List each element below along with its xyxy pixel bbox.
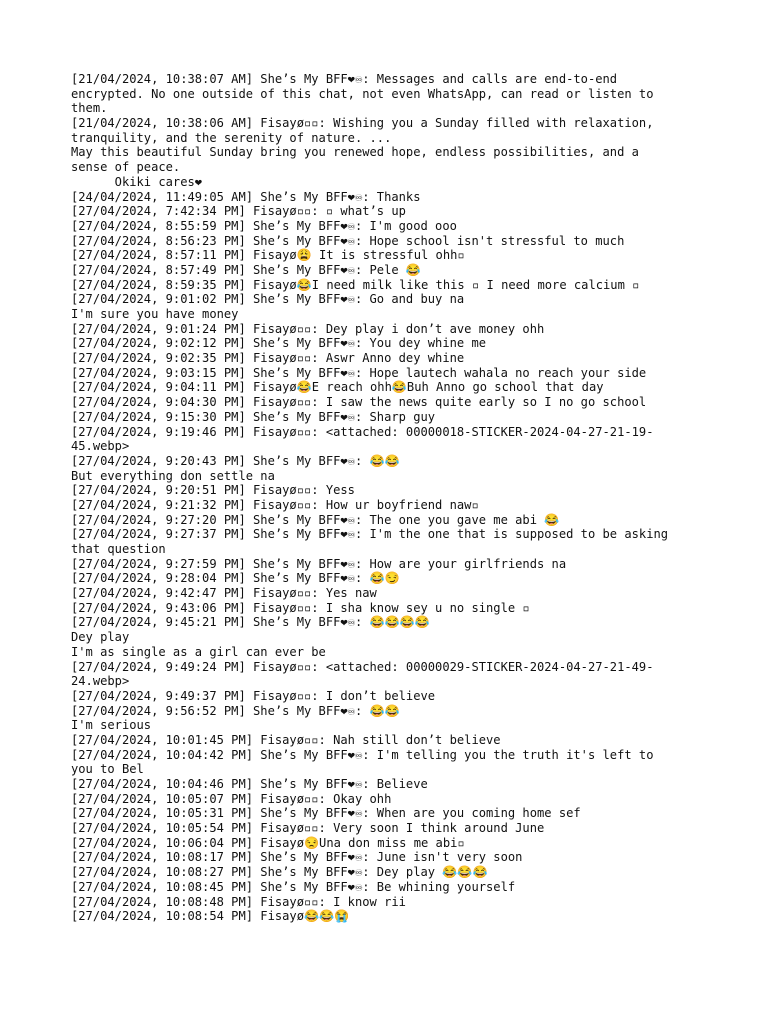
transcript-line: [27/04/2024, 9:43:06 PM] Fisayø▫▫: I sha know sey u no single ▫ <box>71 600 530 615</box>
transcript-line: [27/04/2024, 8:56:23 PM] She’s My BFF❤♾: Hope school isn't stressful to much <box>71 233 625 248</box>
transcript-line: [27/04/2024, 10:05:31 PM] She’s My BFF❤♾: When are you coming home sef <box>71 806 581 821</box>
transcript-line: [27/04/2024, 9:27:20 PM] She’s My BFF❤♾: The one you gave me abi 😂 <box>71 512 560 527</box>
chat-transcript <box>71 72 701 924</box>
transcript-line: [27/04/2024, 9:15:30 PM] She’s My BFF❤♾: Sharp guy <box>71 409 436 424</box>
transcript-line: [27/04/2024, 9:04:30 PM] Fisayø▫▫: I saw the news quite early so I no go school <box>71 395 647 410</box>
transcript-line: encrypted. No one outside of this chat, not even WhatsApp, can read or listen to <box>71 86 654 101</box>
transcript-line: [27/04/2024, 9:01:02 PM] She’s My BFF❤♾: Go and buy na <box>71 292 465 307</box>
transcript-line: [27/04/2024, 10:01:45 PM] Fisayø▫▫: Nah still don’t believe <box>71 732 501 747</box>
transcript-line: [27/04/2024, 8:57:49 PM] She’s My BFF❤♾: Pele 😂 <box>71 262 421 277</box>
transcript-line: sense of peace. <box>71 160 181 175</box>
transcript-line: [27/04/2024, 10:08:27 PM] She’s My BFF❤♾: Dey play 😂😂😂 <box>71 865 488 880</box>
transcript-line: [27/04/2024, 9:20:51 PM] Fisayø▫▫: Yess <box>71 483 355 498</box>
transcript-line: But everything don settle na <box>71 468 275 483</box>
transcript-line: [27/04/2024, 10:05:07 PM] Fisayø▫▫: Okay ohh <box>71 791 392 806</box>
transcript-line: you to Bel <box>71 762 144 777</box>
transcript-line: [27/04/2024, 9:28:04 PM] She’s My BFF❤♾: 😂😏 <box>71 571 400 586</box>
transcript-line: [21/04/2024, 10:38:07 AM] She’s My BFF❤♾: Messages and calls are end-to-end <box>71 72 618 86</box>
transcript-line: I'm sure you have money <box>71 307 239 321</box>
transcript-line: 45.webp> <box>71 439 130 454</box>
transcript-line: Okiki cares❤ <box>71 174 203 189</box>
transcript-line: [27/04/2024, 9:19:46 PM] Fisayø▫▫: <attached: 00000018-STICKER-2024-04-27-21-19- <box>71 424 654 439</box>
transcript-line: [21/04/2024, 10:38:06 AM] Fisayø▫▫: Wishing you a Sunday filled with relaxation, <box>71 116 654 131</box>
transcript-line: [27/04/2024, 9:20:43 PM] She’s My BFF❤♾: 😂😂 <box>71 453 400 468</box>
transcript-line: [27/04/2024, 9:01:24 PM] Fisayø▫▫: Dey play i don’t ave money ohh <box>71 321 545 336</box>
transcript-line: [27/04/2024, 9:49:24 PM] Fisayø▫▫: <attached: 00000029-STICKER-2024-04-27-21-49- <box>71 659 654 674</box>
transcript-line: [27/04/2024, 9:04:11 PM] Fisayø😂E reach ohh😂Buh Anno go school that day <box>71 380 604 395</box>
transcript-line: tranquility, and the serenity of nature. ... <box>71 130 392 145</box>
transcript-line: Dey play <box>71 630 130 645</box>
transcript-line: I'm serious <box>71 718 152 733</box>
transcript-line: [24/04/2024, 11:49:05 AM] She’s My BFF❤♾: Thanks <box>71 189 421 204</box>
transcript-line: [27/04/2024, 9:56:52 PM] She’s My BFF❤♾: 😂😂 <box>71 703 400 718</box>
transcript-line: [27/04/2024, 10:06:04 PM] Fisayø😒Una don miss me abi▫ <box>71 835 465 850</box>
transcript-line: [27/04/2024, 9:02:35 PM] Fisayø▫▫: Aswr Anno dey whine <box>71 351 465 366</box>
transcript-line: [27/04/2024, 8:55:59 PM] She’s My BFF❤♾: I'm good ooo <box>71 218 457 233</box>
transcript-line: [27/04/2024, 9:42:47 PM] Fisayø▫▫: Yes naw <box>71 586 377 601</box>
transcript-line: [27/04/2024, 8:59:35 PM] Fisayø😂I need milk like this ▫ I need more calcium ▫ <box>71 277 640 292</box>
transcript-line: that question <box>71 542 166 556</box>
transcript-line: I'm as single as a girl can ever be <box>71 644 326 659</box>
transcript-line: [27/04/2024, 10:08:48 PM] Fisayø▫▫: I know rii <box>71 894 406 909</box>
transcript-line: [27/04/2024, 10:05:54 PM] Fisayø▫▫: Very soon I think around June <box>71 821 545 836</box>
transcript-line: them. <box>71 101 108 116</box>
transcript-line: [27/04/2024, 7:42:34 PM] Fisayø▫▫: ▫ what’s up <box>71 204 406 219</box>
transcript-line: [27/04/2024, 9:49:37 PM] Fisayø▫▫: I don’t believe <box>71 688 436 703</box>
transcript-line: [27/04/2024, 9:27:59 PM] She’s My BFF❤♾: How are your girlfriends na <box>71 556 567 571</box>
transcript-line: [27/04/2024, 9:45:21 PM] She’s My BFF❤♾: 😂😂😂😂 <box>71 615 430 630</box>
transcript-line: [27/04/2024, 9:27:37 PM] She’s My BFF❤♾: I'm the one that is supposed to be asking <box>71 527 669 542</box>
transcript-line: [27/04/2024, 10:08:17 PM] She’s My BFF❤♾: June isn't very soon <box>71 850 523 865</box>
transcript-line: [27/04/2024, 10:04:46 PM] She’s My BFF❤♾: Believe <box>71 777 428 791</box>
transcript-line: [27/04/2024, 9:02:12 PM] She’s My BFF❤♾: You dey whine me <box>71 336 487 351</box>
transcript-line: [27/04/2024, 9:03:15 PM] She’s My BFF❤♾: Hope lautech wahala no reach your side <box>71 365 647 380</box>
transcript-line: [27/04/2024, 10:04:42 PM] She’s My BFF❤♾: I'm telling you the truth it's left to <box>71 747 654 762</box>
transcript-line: [27/04/2024, 9:21:32 PM] Fisayø▫▫: How ur boyfriend naw▫ <box>71 497 479 512</box>
transcript-line: May this beautiful Sunday bring you renewed hope, endless possibilities, and a <box>71 145 639 160</box>
transcript-line: 24.webp> <box>71 674 130 689</box>
transcript-line: [27/04/2024, 10:08:45 PM] She’s My BFF❤♾: Be whining yourself <box>71 879 516 894</box>
transcript-line: [27/04/2024, 8:57:11 PM] Fisayø😩 It is stressful ohh▫ <box>71 248 465 263</box>
transcript-line: [27/04/2024, 10:08:54 PM] Fisayø😂😂😭 <box>71 909 350 924</box>
